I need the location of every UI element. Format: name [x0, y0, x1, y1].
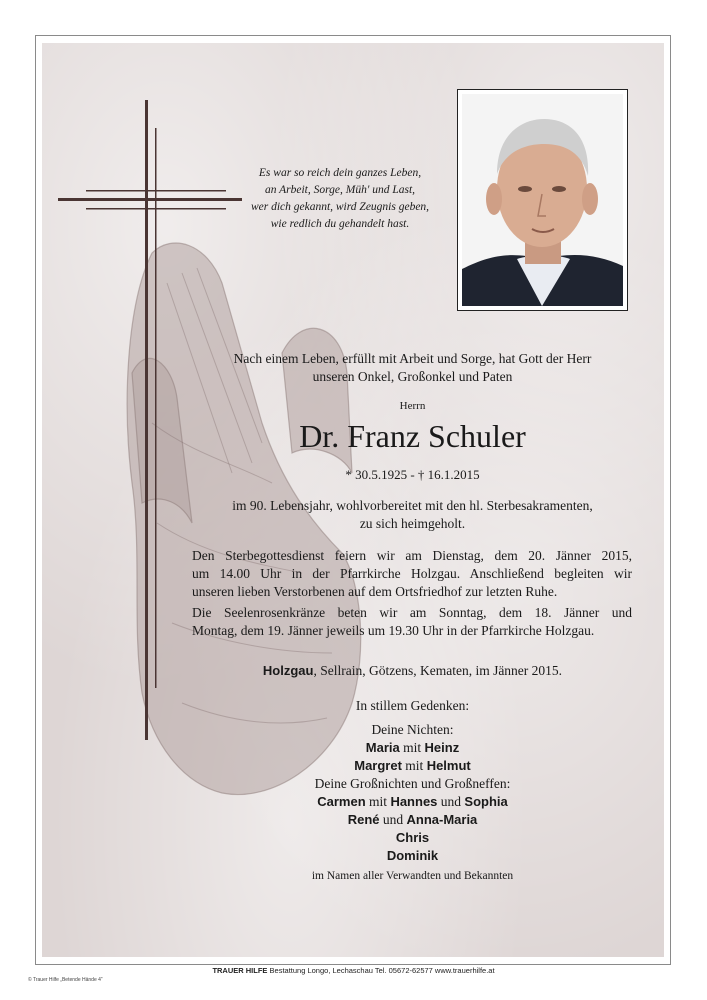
intro-line: Nach einem Leben, erfüllt mit Arbeit und Sorge, hat Gott der Herr [233, 351, 592, 366]
portrait-photo [462, 94, 623, 306]
death-text-line: zu sich heimgeholt. [359, 516, 466, 531]
poem-line: an Arbeit, Sorge, Müh' und Last, [264, 184, 416, 196]
grand-label: Deine Großnichten und Großneffen: [314, 776, 511, 791]
funeral-info [192, 547, 632, 601]
mourner-line: Dominik [386, 848, 439, 863]
place-rest: , Sellrain, Götzens, Kematen, im Jänner 2015. [313, 663, 563, 678]
closing-line: im Namen aller Verwandten und Bekannten [311, 870, 514, 882]
poem-line: Es war so reich dein ganzes Leben, [258, 167, 422, 179]
mourning-heading: In stillem Gedenken: [355, 698, 470, 713]
funeral-line: Den Sterbegottesdienst feiern wir am Dienstag, dem 20. Jänner 2015, [192, 548, 632, 563]
mourner-line: Maria mit Heinz [365, 740, 460, 755]
poem-line: wie redlich du gehandelt hast. [270, 218, 410, 230]
deceased-name: Dr. Franz Schuler [299, 418, 526, 454]
intro-line: unseren Onkel, Großonkel und Paten [312, 369, 513, 384]
rosary-line: Montag, dem 19. Jänner jeweils um 19.30 Uhr in der Pfarrkirche Holzgau. [192, 623, 595, 638]
life-dates: * 30.5.1925 - † 16.1.2015 [345, 467, 480, 482]
rosary-info [192, 604, 632, 640]
funeral-line: um 14.00 Uhr in der Pfarrkirche Holzgau. Anschließend begleiten wir [192, 566, 632, 581]
death-text [150, 497, 675, 533]
intro-text [150, 350, 675, 386]
mourner-line: René und Anna-Maria [347, 812, 478, 827]
mourner-line: Carmen mit Hannes und Sophia [317, 794, 508, 809]
footer-copyright: © Trauer Hilfe „Betende Hände 4“ [28, 977, 103, 983]
poem-line: wer dich gekannt, wird Zeugnis geben, [250, 201, 430, 213]
death-text-line: im 90. Lebensjahr, wohlvorbereitet mit den hl. Sterbesakramenten, [232, 498, 593, 513]
footer [0, 966, 707, 975]
salutation: Herrn [399, 400, 426, 412]
mourner-line: Margret mit Helmut [354, 758, 471, 773]
mourner-line: Chris [395, 830, 430, 845]
portrait-frame [457, 89, 628, 311]
nieces-label: Deine Nichten: [371, 722, 454, 737]
mourners-block [150, 697, 675, 885]
funeral-line: unseren lieben Verstorbenen auf dem Ortsfriedhof zur letzten Ruhe. [192, 584, 558, 599]
footer-brand: TRAUER HILFE [212, 966, 268, 975]
place-main: Holzgau [262, 663, 314, 678]
footer-text: Bestattung Longo, Lechaschau Tel. 05672-62577 www.trauerhilfe.at [267, 966, 495, 975]
places-line [150, 662, 675, 680]
rosary-line: Die Seelenrosenkränze beten wir am Sonntag, dem 18. Jänner und [192, 605, 632, 620]
memorial-poem [240, 165, 440, 233]
